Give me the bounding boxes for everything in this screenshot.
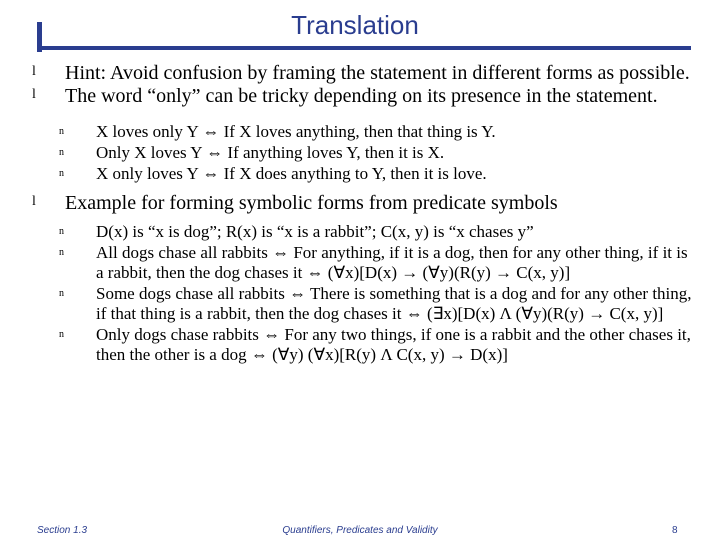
- sub-bullet-marker: n: [59, 147, 64, 158]
- bullet-text: The word “only” can be tricky depending on its presence in the statement.: [65, 85, 658, 107]
- footer-page-number: 8: [672, 525, 678, 536]
- sub-bullet-only-1: [38, 122, 698, 142]
- sub-bullet-marker: n: [59, 288, 64, 299]
- sub-bullet-marker: n: [59, 329, 64, 340]
- footer-section: Section 1.3: [37, 525, 88, 536]
- slide-body: [32, 62, 698, 366]
- sub-bullet-text: D(x) is “x is dog”; R(x) is “x is a rabbit”; C(x, y) is “x chases y”: [96, 222, 534, 241]
- sub-bullet-text: Only X loves Y ⇔ If anything loves Y, then it is X.: [96, 143, 445, 162]
- bullet-marker: l: [32, 64, 36, 79]
- bullet-text: Example for forming symbolic forms from predicate symbols: [65, 192, 558, 214]
- sub-bullet-marker: n: [59, 126, 64, 137]
- sub-bullet-text: Only dogs chase rabbits ⇔ For any two things, if one is a rabbit and the other chases it, then the other is a dog ⇔ (∀y) (∀x)[R(y) Λ C(x, y) → D(x)]: [96, 325, 691, 364]
- sub-bullet-example-3: [38, 284, 698, 324]
- sub-bullet-text: All dogs chase all rabbits ⇔ For anything, if it is a dog, then for any other thing, if it is a rabbit, then the dog chases it ⇔ (∀x)[D(x) → (∀y)(R(y) → C(x, y)]: [96, 243, 688, 282]
- sub-bullet-text: X loves only Y ⇔ If X loves anything, then that thing is Y.: [96, 122, 496, 141]
- bullet-example: [32, 192, 698, 214]
- sub-bullet-marker: n: [59, 247, 64, 258]
- bullet-only: [32, 85, 698, 107]
- sub-bullet-example-1: [38, 222, 698, 242]
- title-horizontal-rule: [37, 46, 691, 50]
- bullet-marker: l: [32, 87, 36, 102]
- sub-bullet-marker: n: [59, 168, 64, 179]
- footer-course: Quantifiers, Predicates and Validity: [282, 525, 438, 536]
- sub-bullet-text: Some dogs chase all rabbits ⇔ There is something that is a dog and for any other thing, if that thing is a rabbit, then the dog chases it ⇔ (∃x)[D(x) Λ (∀y)(R(y) → C(x, y)]: [96, 284, 692, 323]
- bullet-text: Hint: Avoid confusion by framing the statement in different forms as possible.: [65, 62, 690, 84]
- bullet-marker: l: [32, 194, 36, 209]
- slide-title: Translation: [291, 10, 419, 40]
- sub-bullet-only-3: [38, 164, 698, 184]
- sub-bullet-example-4: [38, 325, 698, 365]
- sub-bullet-example-2: [38, 243, 698, 283]
- sub-bullet-text: X only loves Y ⇔ If X does anything to Y, then it is love.: [96, 164, 487, 183]
- bullet-hint: [32, 62, 698, 84]
- sub-bullet-marker: n: [59, 226, 64, 237]
- sub-bullet-only-2: [38, 143, 698, 163]
